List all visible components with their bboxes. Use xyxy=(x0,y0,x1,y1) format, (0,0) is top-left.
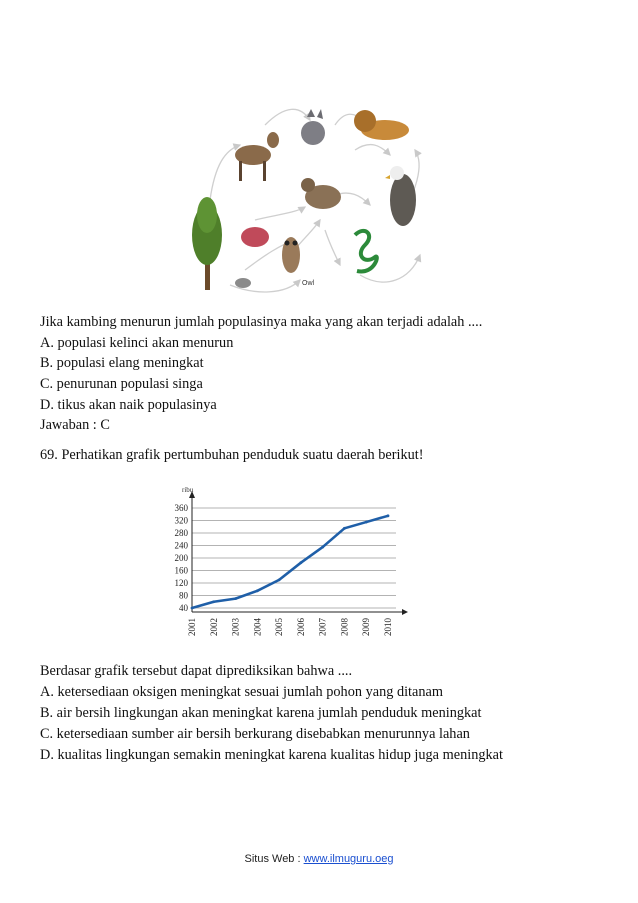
population-line xyxy=(192,516,388,608)
x-tick-label: 2006 xyxy=(295,618,306,636)
snake-icon xyxy=(355,231,377,272)
x-axis-arrow xyxy=(402,609,408,615)
x-tick-label: 2005 xyxy=(274,618,285,636)
option-b: B. populasi elang meningkat xyxy=(40,355,204,371)
x-tick-label: 2009 xyxy=(361,618,372,636)
answer: Jawaban : C xyxy=(40,417,110,433)
y-tick-label: 120 xyxy=(174,578,188,588)
option-c: C. penurunan populasi singa xyxy=(40,376,203,392)
x-tick-label: 2001 xyxy=(187,618,197,636)
question-69-option-a: A. ketersediaan oksigen meningkat sesuai jumlah pohon yang ditanam xyxy=(40,684,443,700)
question-69-lead: Berdasar grafik tersebut dapat diprediksikan bahwa .... xyxy=(40,663,353,679)
question-stem: Jika kambing menurun jumlah populasinya maka yang akan terjadi adalah .... xyxy=(40,314,483,330)
data-point xyxy=(343,527,346,530)
y-tick-label: 360 xyxy=(174,503,188,513)
x-tick-label: 2010 xyxy=(383,618,393,636)
data-point xyxy=(321,546,324,549)
y-tick-label: 80 xyxy=(179,590,188,601)
x-tick-label: 2008 xyxy=(339,618,350,636)
tree-icon xyxy=(192,197,222,290)
data-point xyxy=(299,561,302,564)
owl-icon xyxy=(282,237,315,287)
rabbit-icon xyxy=(241,227,269,247)
footer xyxy=(0,853,638,865)
footer-label: Situs Web : xyxy=(244,853,304,865)
goat-icon xyxy=(235,132,279,181)
y-axis-unit-label: ribu xyxy=(182,486,194,494)
option-a: A. populasi kelinci akan menurun xyxy=(40,335,234,351)
x-tick-label: 2003 xyxy=(230,618,241,636)
question-69-option-d: D. kualitas lingkungan semakin meningkat karena kualitas hidup juga meningkat xyxy=(40,747,503,763)
y-tick-label: 280 xyxy=(174,528,188,538)
owl-label: Owl xyxy=(302,280,315,287)
data-point xyxy=(256,589,259,592)
mouse-icon xyxy=(235,278,251,288)
y-tick-label: 160 xyxy=(174,565,188,576)
y-tick-label: 320 xyxy=(174,515,188,526)
x-tick-label: 2004 xyxy=(252,618,263,636)
y-tick-label: 200 xyxy=(174,553,188,563)
option-d: D. tikus akan naik populasinya xyxy=(40,397,217,413)
y-tick-label: 240 xyxy=(174,540,188,551)
footer-link[interactable]: www.ilmuguru.oeg xyxy=(303,853,394,865)
question-69-stem: 69. Perhatikan grafik pertumbuhan penduduk suatu daerah berikut! xyxy=(40,447,424,463)
eagle-icon xyxy=(385,166,416,226)
data-point xyxy=(387,514,390,517)
y-tick-label: 40 xyxy=(179,603,188,613)
lion-icon xyxy=(354,110,409,140)
data-point xyxy=(278,578,281,581)
data-point xyxy=(365,521,368,524)
data-point xyxy=(191,607,194,610)
x-tick-label: 2007 xyxy=(317,618,328,636)
data-point xyxy=(234,597,237,600)
x-tick-label: 2002 xyxy=(208,618,219,636)
question-69-option-b: B. air bersih lingkungan akan meningkat karena jumlah penduduk meningkat xyxy=(40,705,482,721)
question-69-option-c: C. ketersediaan sumber air bersih berkurang disebabkan menurunnya lahan xyxy=(40,726,470,742)
data-point xyxy=(212,600,215,603)
food-web-illustration xyxy=(185,95,450,305)
cat-icon xyxy=(301,178,341,209)
population-chart xyxy=(160,486,420,656)
